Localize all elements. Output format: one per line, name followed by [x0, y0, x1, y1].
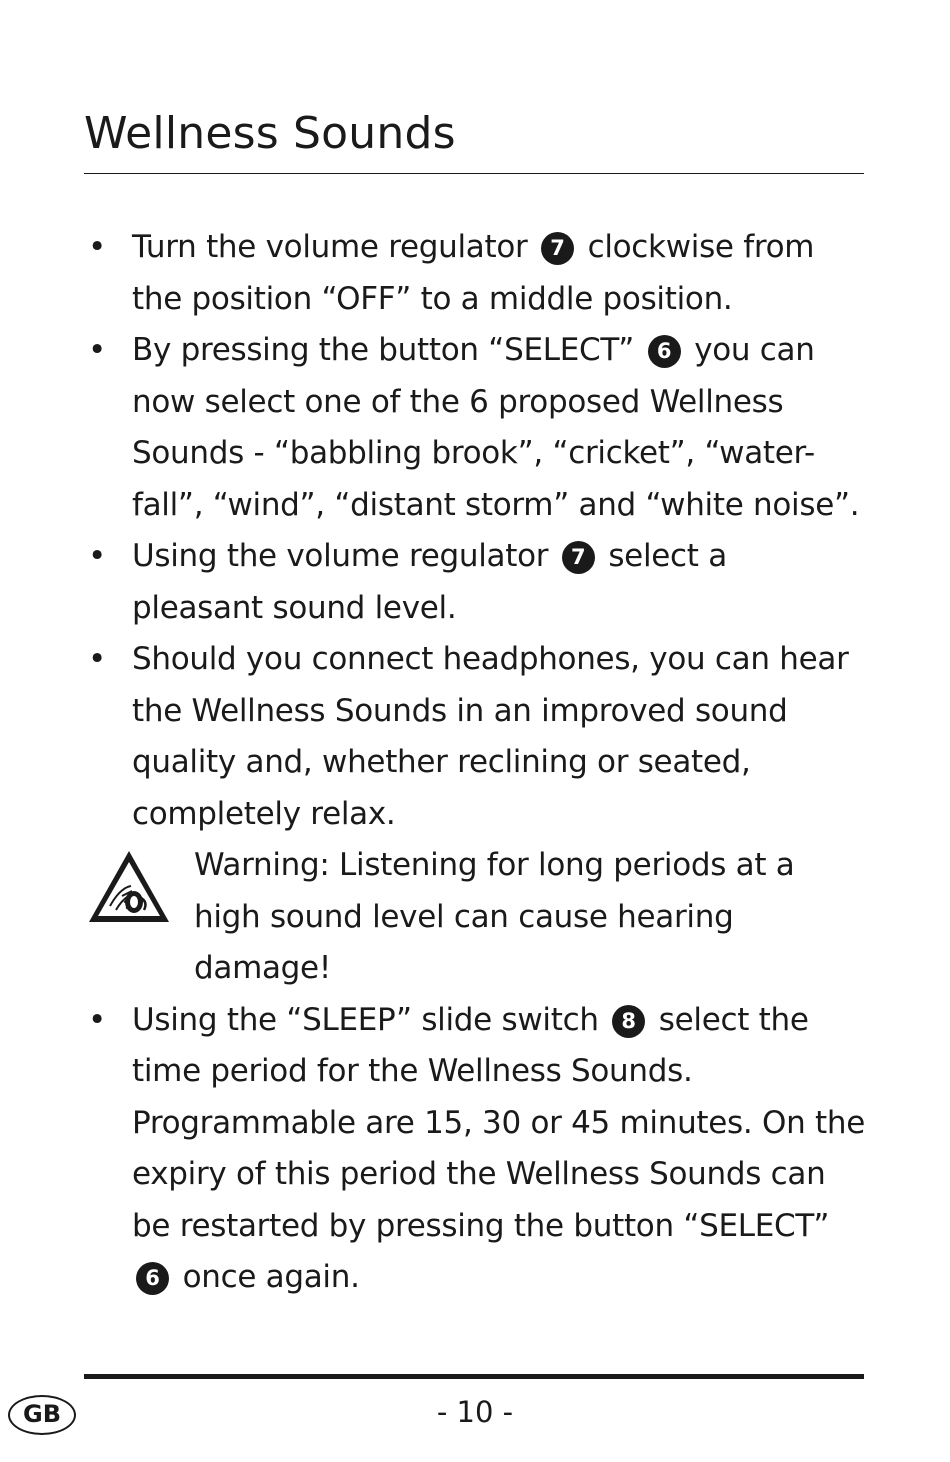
item-text: Using the “SLEEP” slide switch — [132, 1001, 599, 1038]
item-text: select the time period for the Wellness Sounds. Programmable are 15, 30 or 45 minutes. On the expiry of this period the Wellness Sounds can be restarted by pressing the button “SELECT” — [132, 1001, 865, 1244]
item-text: clockwise from the position “OFF” to a middle position. — [132, 229, 815, 317]
reference-number-badge: 8 — [612, 1005, 645, 1038]
list-item-volume-on — [84, 222, 866, 325]
bullet-icon: • — [88, 229, 106, 265]
item-text: Should you connect headphones, you can hear the Wellness Sounds in an improved sound quality and, whether reclining or seated, completely relax. — [132, 641, 849, 832]
title-divider — [84, 173, 864, 174]
reference-number-badge: 7 — [562, 541, 595, 574]
page-number: - 10 - — [436, 1395, 514, 1429]
list-item-headphones — [84, 634, 866, 840]
warning-note — [84, 840, 866, 995]
bullet-icon: • — [88, 1001, 106, 1038]
item-text: once again. — [182, 1259, 360, 1295]
instruction-list — [84, 222, 866, 840]
language-badge: GB — [8, 1395, 76, 1435]
list-item-sleep-timer — [84, 995, 866, 1304]
item-text: Turn the volume regulator — [132, 229, 528, 265]
bullet-icon: • — [88, 332, 106, 368]
instructions — [84, 222, 866, 1304]
hearing-damage-warning-icon — [86, 848, 172, 926]
instruction-list-continued — [84, 995, 866, 1304]
list-item-select-sound — [84, 325, 866, 531]
list-item-volume-level — [84, 531, 866, 634]
footer-divider — [84, 1374, 864, 1379]
item-text: you can now select one of the 6 proposed Wellness Sounds - “babbling brook”, “cricket”, “water-fall”, “wind”, “distant storm” and “white noise”. — [132, 332, 860, 523]
reference-number-badge: 7 — [541, 232, 574, 265]
reference-number-badge: 6 — [648, 335, 681, 368]
item-text: By pressing the button “SELECT” — [132, 332, 635, 368]
bullet-icon: • — [88, 538, 106, 574]
item-text: select a pleasant sound level. — [132, 538, 727, 626]
warning-text: Warning: Listening for long periods at a high sound level can cause hearing damage! — [194, 847, 795, 986]
bullet-icon: • — [88, 641, 106, 677]
reference-number-badge: 6 — [136, 1262, 169, 1295]
item-text: Using the volume regulator — [132, 538, 549, 574]
page-title: Wellness Sounds — [84, 108, 456, 159]
